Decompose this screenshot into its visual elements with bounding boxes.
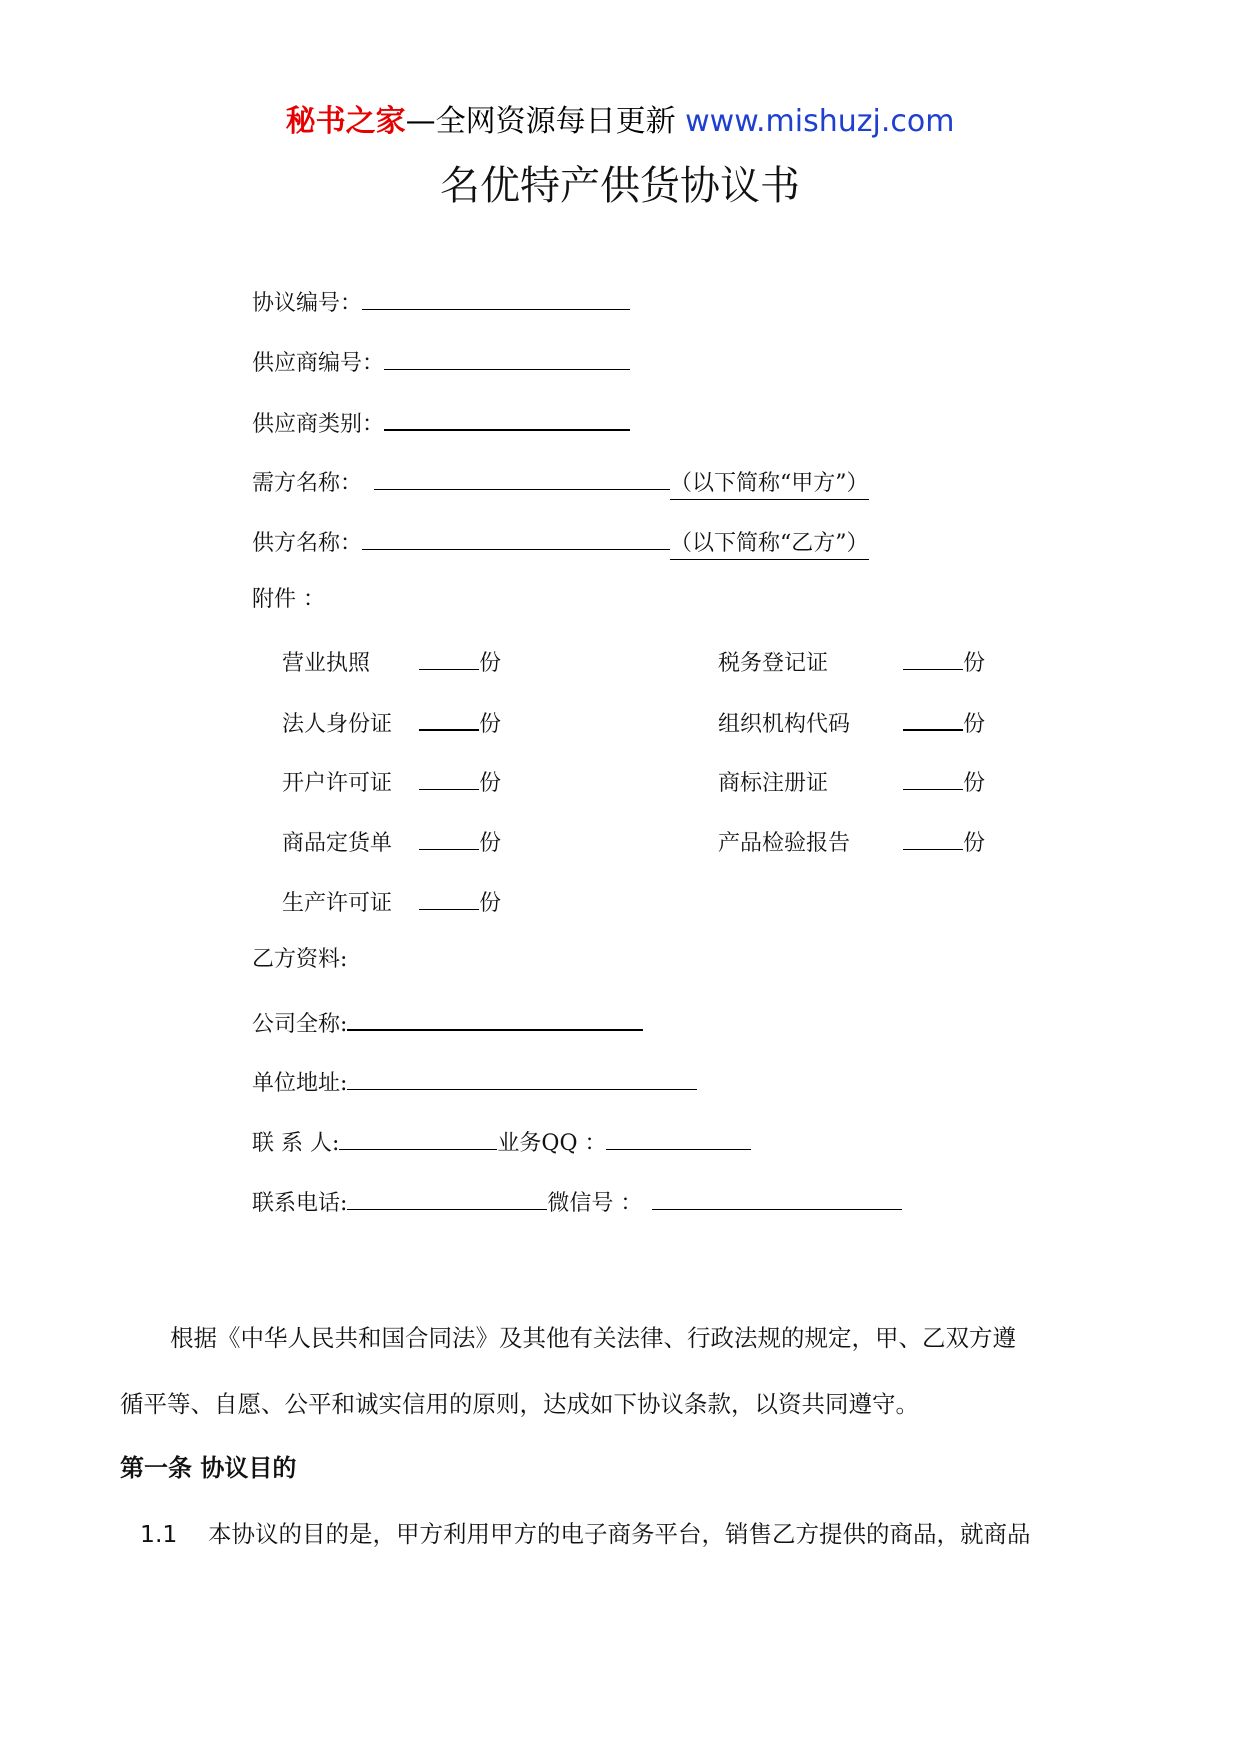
wechat-label: 微信号 ： <box>547 1191 643 1216</box>
attachment-unit: 份 <box>963 651 986 676</box>
brand-name: 秘书之家 <box>285 104 406 139</box>
attachment-item <box>718 825 985 859</box>
attachment-item <box>718 645 985 679</box>
phone-label: 联系电话: <box>252 1191 348 1216</box>
buyer-name-row <box>252 465 869 500</box>
attachment-item <box>282 885 501 919</box>
phone-blank[interactable] <box>347 1185 547 1210</box>
attachment-count-blank[interactable] <box>903 645 963 670</box>
qq-blank[interactable] <box>606 1125 751 1150</box>
agreement-no-label: 协议编号： <box>252 291 363 316</box>
seller-name-row <box>252 525 869 560</box>
agreement-no-row <box>252 285 630 319</box>
contact-blank[interactable] <box>339 1125 497 1150</box>
buyer-note: （以下简称“甲方”） <box>670 469 869 500</box>
contact-label: 联 系 人: <box>252 1131 340 1156</box>
attachment-item <box>282 765 501 799</box>
address-blank[interactable] <box>347 1065 697 1090</box>
clause-number: 1.1 <box>140 1520 178 1548</box>
document-title: 名优特产供货协议书 <box>440 163 800 209</box>
section-heading: 第一条 协议目的 <box>120 1454 297 1482</box>
attachment-unit: 份 <box>963 712 986 737</box>
company-row <box>252 1005 643 1040</box>
attachment-item <box>718 705 985 740</box>
supplier-type-label: 供应商类别： <box>252 412 385 437</box>
attachment-label: 生产许可证 <box>282 891 393 916</box>
site-link[interactable]: www.mishuzj.com <box>685 104 955 139</box>
attachment-label: 产品检验报告 <box>718 831 851 856</box>
wechat-blank[interactable] <box>652 1185 902 1210</box>
attachment-unit: 份 <box>479 831 502 856</box>
supplier-no-blank[interactable] <box>384 345 630 370</box>
attachment-item <box>718 765 985 799</box>
attachment-label: 组织机构代码 <box>718 712 851 737</box>
attachment-count-blank[interactable] <box>419 885 479 910</box>
header-slogan: —全网资源每日更新 <box>405 104 676 139</box>
company-label: 公司全称: <box>252 1012 348 1037</box>
attachment-unit: 份 <box>963 771 986 796</box>
attachment-count-blank[interactable] <box>903 825 963 850</box>
attachment-label: 开户许可证 <box>282 771 393 796</box>
phone-row <box>252 1185 902 1219</box>
buyer-name-blank[interactable] <box>374 465 670 490</box>
buyer-name-label: 需方名称： <box>252 471 363 496</box>
agreement-no-blank[interactable] <box>362 285 630 310</box>
attachment-label: 法人身份证 <box>282 712 393 737</box>
supplier-no-row <box>252 345 630 379</box>
attachment-count-blank[interactable] <box>903 705 963 731</box>
attachment-unit: 份 <box>479 891 502 916</box>
attachment-count-blank[interactable] <box>419 765 479 790</box>
attachment-item <box>282 705 501 740</box>
attachment-label: 营业执照 <box>282 651 371 676</box>
supplier-type-row <box>252 405 630 440</box>
attachment-item <box>282 825 501 859</box>
intro-paragraph-line-2: 循平等、自愿、公平和诚实信用的原则，达成如下协议条款，以资共同遵守。 <box>120 1390 919 1418</box>
supplier-type-blank[interactable] <box>384 405 630 431</box>
attachment-unit: 份 <box>479 712 502 737</box>
attachments-label: 附件 ： <box>252 587 325 612</box>
attachment-unit: 份 <box>479 651 502 676</box>
attachment-label: 商品定货单 <box>282 831 393 856</box>
seller-note: （以下简称“乙方”） <box>670 529 869 560</box>
attachment-count-blank[interactable] <box>419 825 479 850</box>
supplier-no-label: 供应商编号： <box>252 351 385 376</box>
attachment-item <box>282 645 501 679</box>
qq-label: 业务QQ ： <box>497 1131 607 1156</box>
contact-row <box>252 1125 751 1159</box>
attachment-unit: 份 <box>479 771 502 796</box>
attachment-unit: 份 <box>963 831 986 856</box>
site-header <box>0 102 1240 142</box>
attachment-count-blank[interactable] <box>903 765 963 790</box>
company-blank[interactable] <box>347 1005 643 1031</box>
party-b-label: 乙方资料: <box>252 947 348 972</box>
address-label: 单位地址: <box>252 1071 348 1096</box>
attachment-count-blank[interactable] <box>419 645 479 670</box>
clause-text: 本协议的目的是，甲方利用甲方的电子商务平台，销售乙方提供的商品，就商品 <box>208 1520 1031 1548</box>
attachment-label: 商标注册证 <box>718 771 829 796</box>
clause-1-1 <box>140 1518 1031 1550</box>
attachment-count-blank[interactable] <box>419 705 479 731</box>
attachment-label: 税务登记证 <box>718 651 829 676</box>
intro-paragraph-line-1: 根据《中华人民共和国合同法》及其他有关法律、行政法规的规定，甲、乙双方遵 <box>170 1324 1016 1352</box>
address-row <box>252 1065 697 1099</box>
seller-name-blank[interactable] <box>362 525 670 550</box>
seller-name-label: 供方名称： <box>252 531 363 556</box>
